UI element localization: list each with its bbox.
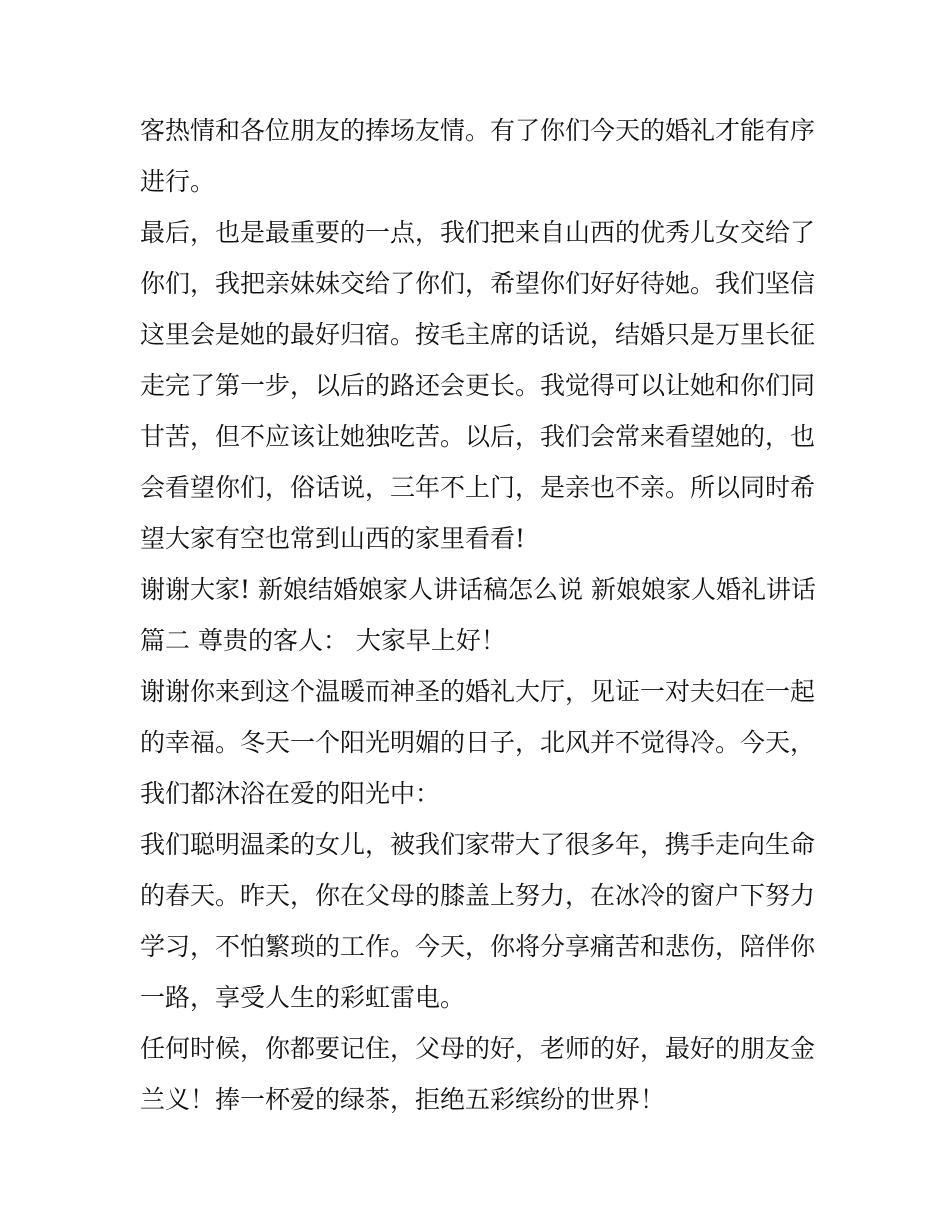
text-line: 会看望你们，俗话说，三年不上门，是亲也不亲。所以同时希 (140, 473, 816, 502)
text-line: 学习，不怕繁琐的工作。今天，你将分享痛苦和悲伤，陪伴你 (140, 932, 816, 961)
text-line: 甘苦，但不应该让她独吃苦。以后，我们会常来看望她的，也 (140, 422, 816, 451)
text-line: 你们，我把亲妹妹交给了你们，希望你们好好待她。我们坚信 (140, 269, 816, 298)
text-line: 我们都沐浴在爱的阳光中： (140, 779, 441, 808)
text-line: 任何时候，你都要记住，父母的好，老师的好，最好的朋友金 (140, 1034, 816, 1063)
text-line: 望大家有空也常到山西的家里看看! (140, 524, 526, 553)
text-line: 兰义！捧一杯爱的绿茶，拒绝五彩缤纷的世界！ (140, 1085, 666, 1114)
text-line: 这里会是她的最好归宿。按毛主席的话说，结婚只是万里长征 (140, 320, 816, 349)
text-line: 我们聪明温柔的女儿，被我们家带大了很多年，携手走向生命 (140, 830, 816, 859)
document-body (140, 105, 820, 1125)
text-line: 进行。 (140, 167, 216, 196)
text-line: 谢谢大家! 新娘结婚娘家人讲话稿怎么说 新娘娘家人婚礼讲话 (140, 575, 816, 604)
text-line: 最后，也是最重要的一点，我们把来自山西的优秀儿女交给了 (140, 218, 816, 247)
text-line: 的幸福。冬天一个阳光明媚的日子，北风并不觉得冷。今天， (140, 728, 816, 757)
text-line: 一路，享受人生的彩虹雷电。 (140, 983, 466, 1012)
text-line: 客热情和各位朋友的捧场友情。有了你们今天的婚礼才能有序 (140, 116, 816, 145)
text-line: 谢谢你来到这个温暖而神圣的婚礼大厅，见证一对夫妇在一起 (140, 677, 816, 706)
section-heading-line: 篇二 尊贵的客人： 大家早上好！ (140, 626, 506, 655)
text-line: 走完了第一步，以后的路还会更长。我觉得可以让她和你们同 (140, 371, 816, 400)
text-line: 的春天。昨天，你在父母的膝盖上努力，在冰冷的窗户下努力 (140, 881, 816, 910)
